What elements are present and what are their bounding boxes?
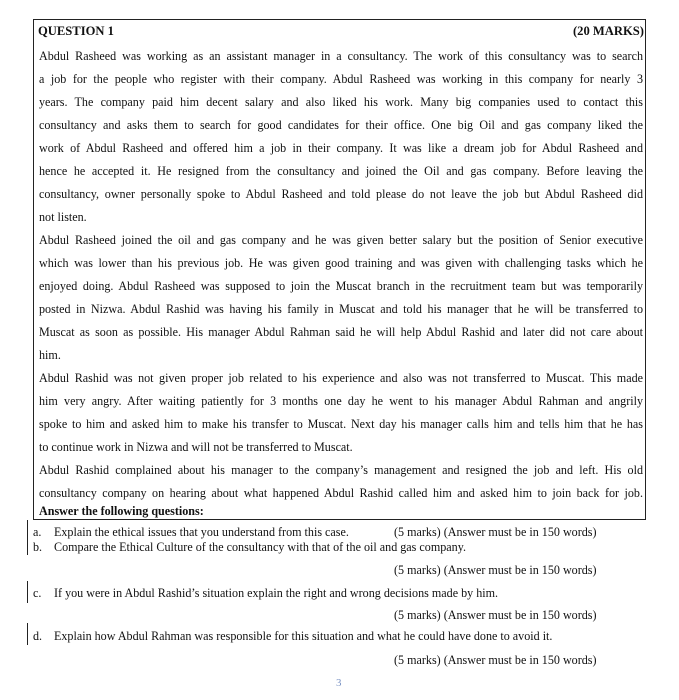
case-line: hence he accepted it. He resigned from the consultancy and joined the Oil and gas company. Before leaving the <box>39 164 643 178</box>
question-text: Explain the ethical issues that you understand from this case. <box>54 525 349 539</box>
question-a-b-border <box>27 520 28 555</box>
case-line: work of Abdul Rasheed and offered him a job in their company. It was like a dream job for Abdul Rasheed and <box>39 141 643 155</box>
right-border <box>645 19 646 519</box>
top-border <box>33 19 646 20</box>
case-line: Abdul Rasheed joined the oil and gas company and he was given better salary but the position of Senior executive <box>39 233 643 247</box>
question-d-border <box>27 623 28 645</box>
question-marks: (5 marks) (Answer must be in 150 words) <box>394 525 597 539</box>
question-marks: (5 marks) (Answer must be in 150 words) <box>394 563 597 577</box>
question-c-border <box>27 581 28 603</box>
question-marks: (20 MARKS) <box>572 24 644 38</box>
case-line: Abdul Rasheed was working as an assistant manager in a consultancy. The work of this consultancy was to search <box>39 49 643 63</box>
question-text: If you were in Abdul Rashid’s situation explain the right and wrong decisions made by him. <box>54 586 499 600</box>
case-line: years. The company paid him decent salary and also liked his work. Many big companies used to contact this <box>39 95 643 109</box>
case-line: a job for the people who register with their company. Abdul Rasheed was working in this company for nearly 3 <box>39 72 643 86</box>
question-letter: b. <box>33 540 43 554</box>
row-divider <box>33 519 646 520</box>
question-letter: a. <box>33 525 42 539</box>
question-text: Explain how Abdul Rahman was responsible for this situation and what he could have done to avoid it. <box>54 629 553 643</box>
question-marks: (5 marks) (Answer must be in 150 words) <box>394 653 597 667</box>
question-marks: (5 marks) (Answer must be in 150 words) <box>394 608 597 622</box>
question-text: Compare the Ethical Culture of the consultancy with that of the oil and gas company. <box>54 540 466 554</box>
question-letter: d. <box>33 629 43 643</box>
questions-heading: Answer the following questions: <box>39 504 204 518</box>
case-line: him very angry. After waiting patiently for 3 months one day he went to his manager Abdul Rahman and angrily <box>39 394 643 408</box>
case-line: enjoyed doing. Abdul Rasheed was supposed to join the Muscat branch in the recruitment team but was temporarily <box>39 279 643 293</box>
case-line: him. <box>39 348 61 362</box>
case-line: Abdul Rashid was not given proper job related to his experience and also was not transferred to Muscat. This made <box>39 371 643 385</box>
case-line: consultancy and asks them to search for good candidates for their office. One big Oil and gas company liked the <box>39 118 643 132</box>
page-number: 3 <box>336 677 342 689</box>
case-line: consultancy, owner personally spoke to Abdul Rasheed and told please do not leave the job but Abdul Rasheed did <box>39 187 643 201</box>
case-line: Abdul Rashid complained about his manager to the company’s management and resigned the job and left. His old <box>39 463 643 477</box>
case-line: not listen. <box>39 210 87 224</box>
case-line: to continue work in Nizwa and will not be transferred to Muscat. <box>39 440 353 454</box>
case-line: spoke to him and asked him to make his transfer to Muscat. Next day his manager calls him and tells him that he has <box>39 417 643 431</box>
case-line: which was lower than his previous job. He was given good training and was given with challenging tasks which he <box>39 256 643 270</box>
case-line: posted in Nizwa. Abdul Rashid was having his family in Muscat and told his manager that he will be transferred to <box>39 302 643 316</box>
left-border <box>33 19 34 519</box>
question-letter: c. <box>33 586 42 600</box>
case-line: consultancy company on hearing about what happened Abdul Rashid called him and asked him to join back for job. <box>39 486 643 500</box>
question-title: QUESTION 1 <box>38 24 114 38</box>
case-line: Muscat as soon as possible. His manager Abdul Rahman said he will help Abdul Rashid and later did not care about <box>39 325 643 339</box>
